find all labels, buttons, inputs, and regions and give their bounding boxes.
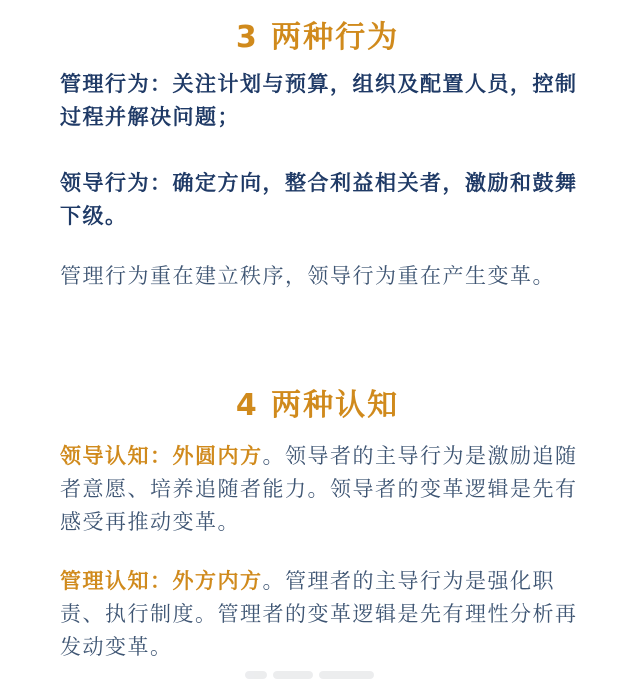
section-4-title: 4 两种认知 [235, 388, 400, 423]
leader-cognition-text: 。领导者的主导行为是激励追随者意愿、培养追随者能力。领导者的变革逻辑是先有感受再推动变革。 [60, 444, 578, 534]
leader-cognition-paragraph [60, 440, 590, 539]
watermark-logo [245, 668, 395, 682]
section-3-title: 3 两种行为 [235, 20, 400, 55]
manager-cognition-label: 管理认知：外方内方 [60, 569, 263, 593]
leadership-behavior-text: 领导行为：确定方向，整合利益相关者，激励和鼓舞下级。 [60, 171, 578, 228]
leader-cognition-label: 领导认知：外圆内方 [60, 444, 263, 468]
behavior-summary-text: 管理行为重在建立秩序，领导行为重在产生变革。 [60, 264, 555, 288]
management-behavior-text: 管理行为：关注计划与预算，组织及配置人员，控制过程并解决问题； [60, 72, 578, 129]
manager-cognition-text: 。管理者的主导行为是强化职责、执行制度。管理者的变革逻辑是先有理性分析再发动变革。 [60, 569, 578, 659]
manager-cognition-paragraph [60, 565, 590, 664]
